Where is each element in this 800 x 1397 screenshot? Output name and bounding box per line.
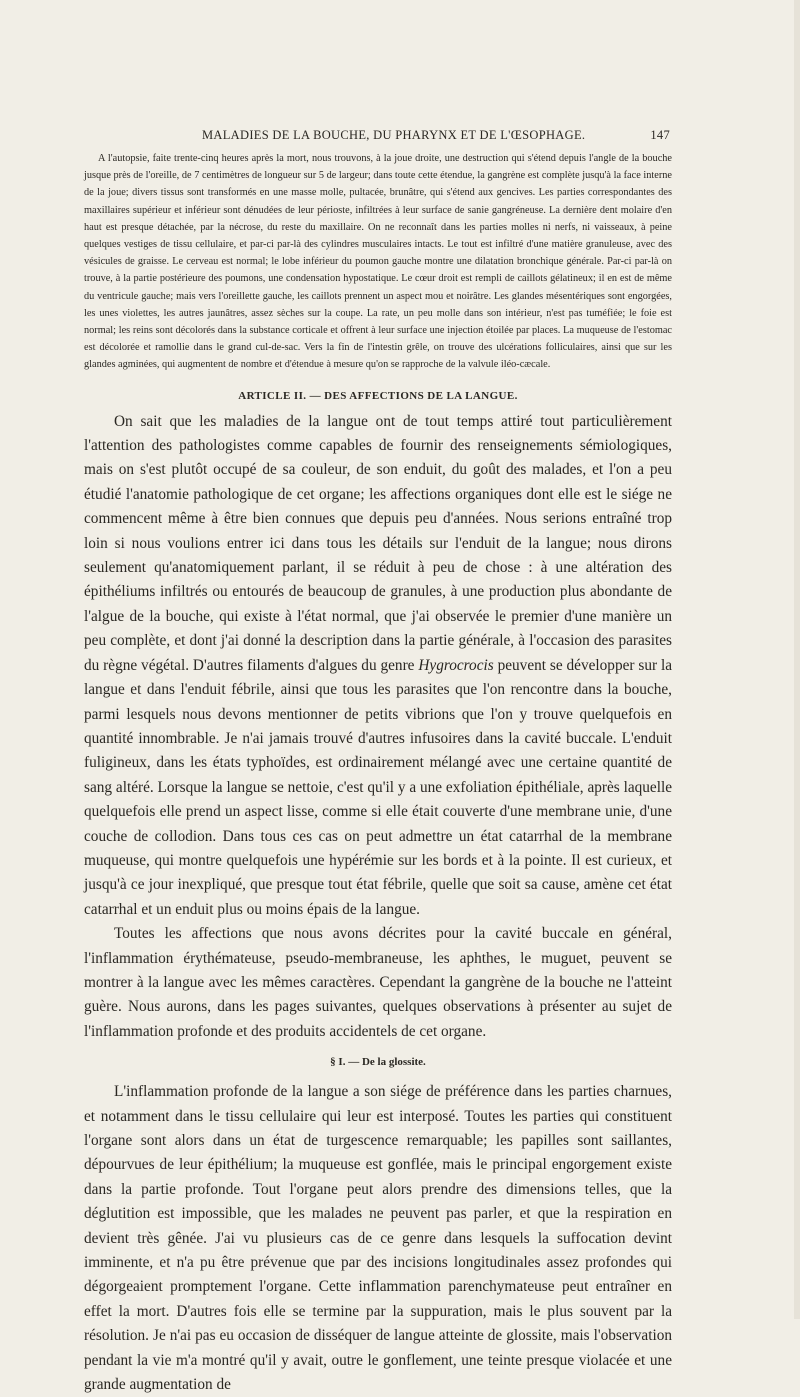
page-edge xyxy=(794,0,800,1319)
text-body xyxy=(84,150,672,1397)
article-title: ARTICLE II. — DES AFFECTIONS DE LA LANGUE. xyxy=(238,389,518,402)
intro-text-part1: On sait que les maladies de la langue ont de tout temps attiré tout particulièrement l'attention des pathologistes comme capables de fournir des renseignements sémiologiques, mais on s'est plutôt occupé de sa couleur, de son enduit, du goût des malades, et l'on a peu étudié l'anatomie pathologique de cet organe; les affections organiques dont elle est le siége ne commencent même à être bien connues que depuis peu d'années. Nous serions entraîné trop loin si nous voulions entrer ici dans tous les détails sur l'enduit de la langue; nous dirons seulement qu'anatomiquement parlant, il se réduit à peu de chose : à une altération des épithéliums infiltrés ou entourés de beaucoup de granules, à une production plus abondante de l'algue de la bouche, qui existe à l'état normal, que j'ai observée le premier d'une manière un peu complète, et dont j'ai donné la description dans la partie générale, à l'occasion des parasites du règne végétal. D'autres filaments d'algues du genre xyxy=(84,412,672,674)
running-header xyxy=(86,128,670,146)
running-title: MALADIES DE LA BOUCHE, DU PHARYNX ET DE L'ŒSOPHAGE. xyxy=(202,128,586,142)
glossite-paragraph: L'inflammation profonde de la langue a son siége de préférence dans les parties charnues, et notamment dans le tissu cellulaire qui leur est interposé. Toutes les parties qui constituent l'organe sont alors dans un état de turgescence remarquable; les papilles sont saillantes, dépourvues de leur épithélium; la muqueuse est gonflée, mais le principal engorgement existe dans la partie profonde. Tout l'organe peut alors prendre des dimensions telles, que la déglutition est impossible, que les malades ne peuvent pas parler, et que la respiration en devient très gênée. J'ai vu plusieurs cas de ce genre dans lesquels la suffocation devint imminente, et n'a pu être prévenue que par des incisions longitudinales assez profondes qui dégorgeaient promptement l'organe. Cette inflammation parenchymateuse peut entraîner en effet la mort. D'autres fois elle se termine par la suppuration, mais le plus souvent par la résolution. Je n'ai pas eu occasion de disséquer de langue atteinte de glossite, mais l'observation pendant la vie m'a montré qu'il y avait, outre le gonflement, une teinte presque violacée et une grande augmentation de xyxy=(84,1083,672,1394)
genus-name: Hygrocrocis xyxy=(418,656,494,674)
intro-text-part2: peuvent se développer sur la langue et dans l'enduit fébrile, ainsi que tous les parasites que l'on rencontre dans la bouche, parmi lesquels nous devons mentionner de petits vibrions que l'on y trouve quelquefois en quantité innombrable. Je n'ai jamais trouvé d'autres infusoires dans la cavité buccale. L'enduit fuligineux, dans les états typhoïdes, est ordinairement mélangé avec une certaine quantité de sang altéré. Lorsque la langue se nettoie, c'est qu'il y a une exfoliation épithéliale, après laquelle quelquefois elle prend un aspect lisse, comme si elle était couverte d'une membrane unie, d'une couche de collodion. Dans tous ces cas on peut admettre un état catarrhal de la membrane muqueuse, qui montre quelquefois une hypérémie sur les bords et à la pointe. Il est curieux, et jusqu'à ce jour inexpliqué, que presque tout état fébrile, quelle que soit sa cause, amène cet état catarrhal et un enduit plus ou moins épais de la langue. xyxy=(84,656,672,918)
affections-paragraph: Toutes les affections que nous avons décrites pour la cavité buccale en général, l'inflammation érythémateuse, pseudo-membraneuse, les aphthes, le muguet, peuvent se montrer à la langue avec les mêmes caractères. Cependant la gangrène de la bouche ne l'atteint guère. Nous aurons, dans les pages suivantes, quelques observations à présenter au sujet de l'inflammation profonde et des produits accidentels de cet organe. xyxy=(84,925,672,1040)
intro-paragraph xyxy=(84,410,672,923)
autopsy-paragraph: A l'autopsie, faite trente-cinq heures après la mort, nous trouvons, à la joue droite, une destruction qui s'étend depuis l'angle de la bouche jusque près de l'oreille, de 7 centimètres de longueur sur 5 de largeur; dans toute cette étendue, la gangrène est complète jusqu'à la face interne de la joue; divers tissus sont transformés en une masse molle, pultacée, brunâtre, qui s'étend aux gencives. Les parties correspondantes des maxillaires supérieur et inférieur sont dénudées de leur périoste, infiltrées à leur surface de sanie gangréneuse. La dernière dent molaire d'en haut est presque détachée, par la nécrose, du reste du maxillaire. On ne reconnaît dans les parties molles ni nerfs, ni vaisseaux, à peine quelques vestiges de tissu cellulaire, et par-ci par-là des cylindres musculaires intacts. Le tout est infiltré d'une matière granuleuse, avec des vésicules de graisse. Le cerveau est normal; le lobe inférieur du poumon gauche montre une dilatation bronchique générale. Par-ci par-là on trouve, à la partie postérieure des poumons, une condensation hypostatique. Le cœur droit est rempli de caillots gélatineux; il en est de même du ventricule gauche; mais vers l'oreillette gauche, les caillots prennent un aspect mou et noirâtre. Les glandes mésentériques sont engorgées, les unes violettes, les autres jaunâtres, assez sèches sur la coupe. La rate, un peu molle dans son intérieur, n'est pas tuméfiée; le foie est normal; les reins sont décolorés dans la substance corticale et offrent à leur surface une injection étoilée par places. La muqueuse de l'estomac est décolorée et ramollie dans le grand cul-de-sac. Vers la fin de l'intestin grêle, on trouve des ulcérations folliculaires, ainsi que sur les glandes agminées, qui augmentent de nombre et d'étendue à mesure qu'on se rapproche de la valvule iléo-cæcale. xyxy=(84,153,672,371)
section-title: § I. — De la glossite. xyxy=(330,1056,426,1069)
page-number: 147 xyxy=(650,128,670,142)
